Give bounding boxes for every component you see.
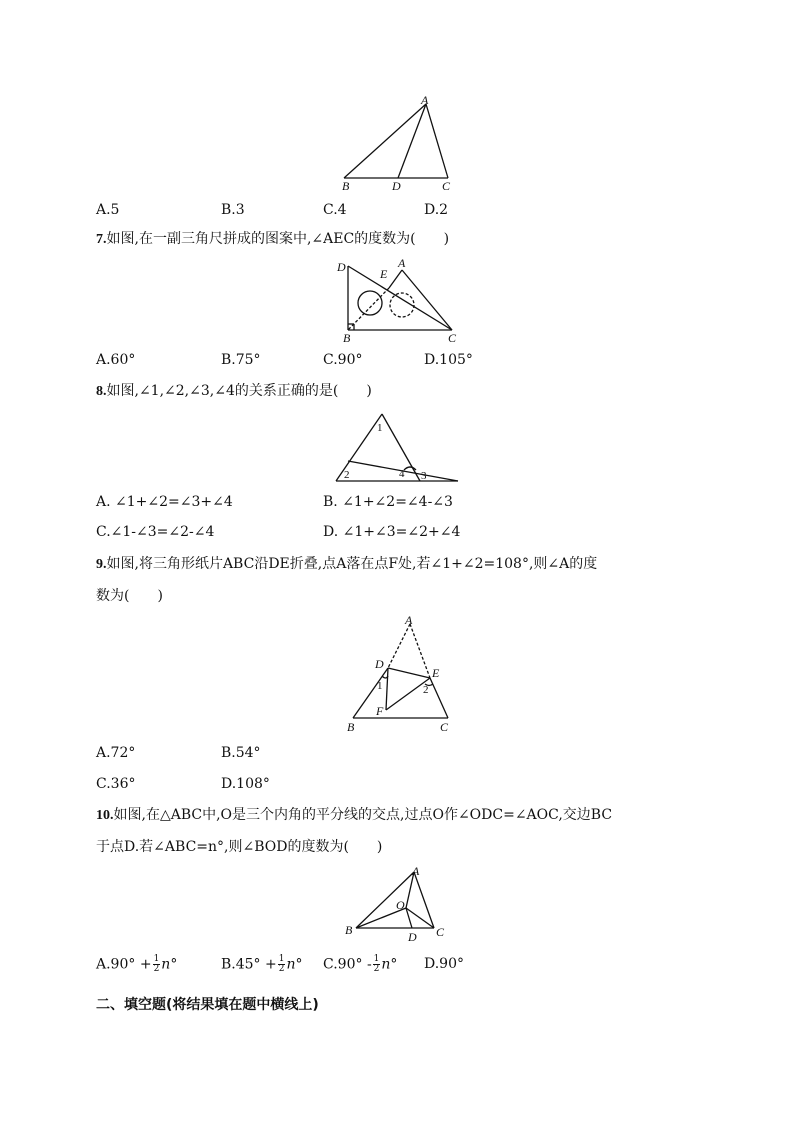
q9-option-d[interactable]: D.108°: [221, 776, 270, 792]
q10-option-b-prefix: B.45°: [221, 956, 261, 973]
q6-side-ac: [426, 104, 448, 178]
q7-label-d: D: [337, 260, 346, 274]
q8-label-1: 1: [377, 422, 383, 434]
q9-label-a: A: [405, 613, 413, 627]
q10-option-b[interactable]: [221, 955, 303, 974]
q6-option-d[interactable]: D.2: [424, 202, 449, 218]
q9-option-b[interactable]: B.54°: [221, 745, 261, 761]
q7-option-a[interactable]: A.60°: [96, 352, 136, 368]
q6-side-ab: [344, 104, 426, 178]
q7-option-c[interactable]: C.90°: [323, 352, 363, 368]
q9-label-e: E: [432, 666, 440, 680]
q8-figure: [330, 408, 465, 484]
q9-dashed-ae: [410, 624, 430, 678]
q7-number: 7.: [96, 232, 107, 247]
q10-label-o: O: [396, 898, 405, 912]
q9-arc-1: [382, 676, 388, 678]
q10-option-b-fraction: $\frac{1}{2}$: [278, 954, 285, 974]
q8-option-b[interactable]: B. ∠1+∠2=∠4-∠3: [323, 494, 453, 510]
q10-option-a[interactable]: [96, 955, 177, 974]
q10-option-b-sign: +: [265, 956, 277, 973]
q10-option-c-prefix: C.90°: [323, 956, 363, 973]
q10-option-c[interactable]: [323, 955, 397, 974]
q7-side-ac: [402, 270, 452, 330]
q8-option-d[interactable]: D. ∠1+∠3=∠2+∠4: [323, 524, 461, 540]
q9-label-1: 1: [377, 680, 383, 692]
q10-label-a: A: [412, 864, 420, 878]
q9-fold-de: [388, 668, 430, 678]
q7-label-b: B: [343, 331, 351, 345]
q7-option-d[interactable]: D.105°: [424, 352, 473, 368]
q10-option-a-sign: +: [139, 956, 152, 973]
q10-option-c-sign: -: [366, 956, 372, 973]
q9-stem-line2: 数为( ): [96, 588, 163, 604]
q7-option-b[interactable]: B.75°: [221, 352, 261, 368]
q7-side-ae: [389, 270, 402, 288]
q9-label-f: F: [376, 704, 384, 718]
q10-label-b: B: [345, 923, 353, 937]
q6-label-d: D: [392, 179, 401, 193]
q9-label-2: 2: [423, 684, 429, 696]
q8-option-c[interactable]: C.∠1-∠3=∠2-∠4: [96, 524, 215, 540]
q7-side-dc: [348, 266, 452, 330]
q6-label-b: B: [342, 179, 350, 193]
q8-label-4: 4: [399, 468, 405, 480]
q9-stem-line1: [96, 555, 597, 574]
q10-number: 10.: [96, 808, 114, 823]
q10-option-b-suffix: n°: [286, 956, 303, 973]
q9-label-d: D: [375, 657, 384, 671]
q10-stem-text-1: 如图,在△ABC中,O是三个内角的平分线的交点,过点O作∠ODC=∠AOC,交边BC: [113, 807, 613, 823]
q10-option-a-fraction: $\frac{1}{2}$: [153, 954, 160, 974]
q10-option-a-suffix: n°: [161, 956, 178, 973]
q9-option-a[interactable]: A.72°: [96, 745, 136, 761]
q9-label-c: C: [440, 720, 449, 734]
q6-figure: [330, 92, 470, 196]
q6-option-c[interactable]: C.4: [323, 202, 347, 218]
q8-label-3: 3: [421, 470, 427, 482]
q9-figure: [338, 612, 458, 736]
q10-option-c-fraction: $\frac{1}{2}$: [373, 954, 380, 974]
q6-option-a[interactable]: A.5: [96, 202, 120, 218]
q7-label-c: C: [448, 331, 457, 345]
q7-dashed-ab: [348, 288, 389, 330]
q10-stem-line1: [96, 806, 612, 825]
q9-side-df: [386, 668, 388, 710]
q10-option-d[interactable]: D.90°: [424, 956, 464, 972]
q8-number: 8.: [96, 384, 107, 399]
q7-label-e: E: [380, 267, 388, 281]
q7-circle-solid: [358, 291, 382, 315]
q7-stem-text: 如图,在一副三角尺拼成的图案中,∠AEC的度数为( ): [106, 231, 450, 247]
q8-side-left: [336, 414, 382, 481]
q7-stem: [96, 230, 449, 249]
q9-label-b: B: [347, 720, 355, 734]
q9-dashed-ad: [388, 624, 410, 668]
q9-option-c[interactable]: C.36°: [96, 776, 136, 792]
q10-option-c-suffix: n°: [381, 956, 398, 973]
q10-label-d: D: [408, 930, 417, 944]
q6-option-b[interactable]: B.3: [221, 202, 245, 218]
q10-label-c: C: [436, 925, 445, 939]
section-2-title: 二、填空题(将结果填在题中横线上): [96, 997, 319, 1013]
q6-segment-ad: [398, 104, 426, 178]
q8-stem-text: 如图,∠1,∠2,∠3,∠4的关系正确的是( ): [106, 383, 372, 399]
q6-label-a: A: [421, 93, 429, 107]
q10-option-a-prefix: A.90°: [96, 956, 136, 973]
q10-side-ab: [356, 872, 414, 928]
q8-option-a[interactable]: A. ∠1+∠2=∠3+∠4: [96, 494, 233, 510]
q7-label-a: A: [398, 256, 406, 270]
q9-stem-text-1: 如图,将三角形纸片ABC沿DE折叠,点A落在点F处,若∠1+∠2=108°,则∠A的度: [106, 556, 598, 572]
q9-number: 9.: [96, 557, 107, 572]
q7-figure: [332, 256, 467, 346]
q10-figure: [340, 862, 455, 944]
q10-side-ac: [414, 872, 434, 928]
q8-stem: [96, 382, 372, 401]
q8-label-2: 2: [344, 469, 350, 481]
q10-stem-line2: 于点D.若∠ABC=n°,则∠BOD的度数为( ): [96, 839, 383, 855]
q6-label-c: C: [442, 179, 451, 193]
